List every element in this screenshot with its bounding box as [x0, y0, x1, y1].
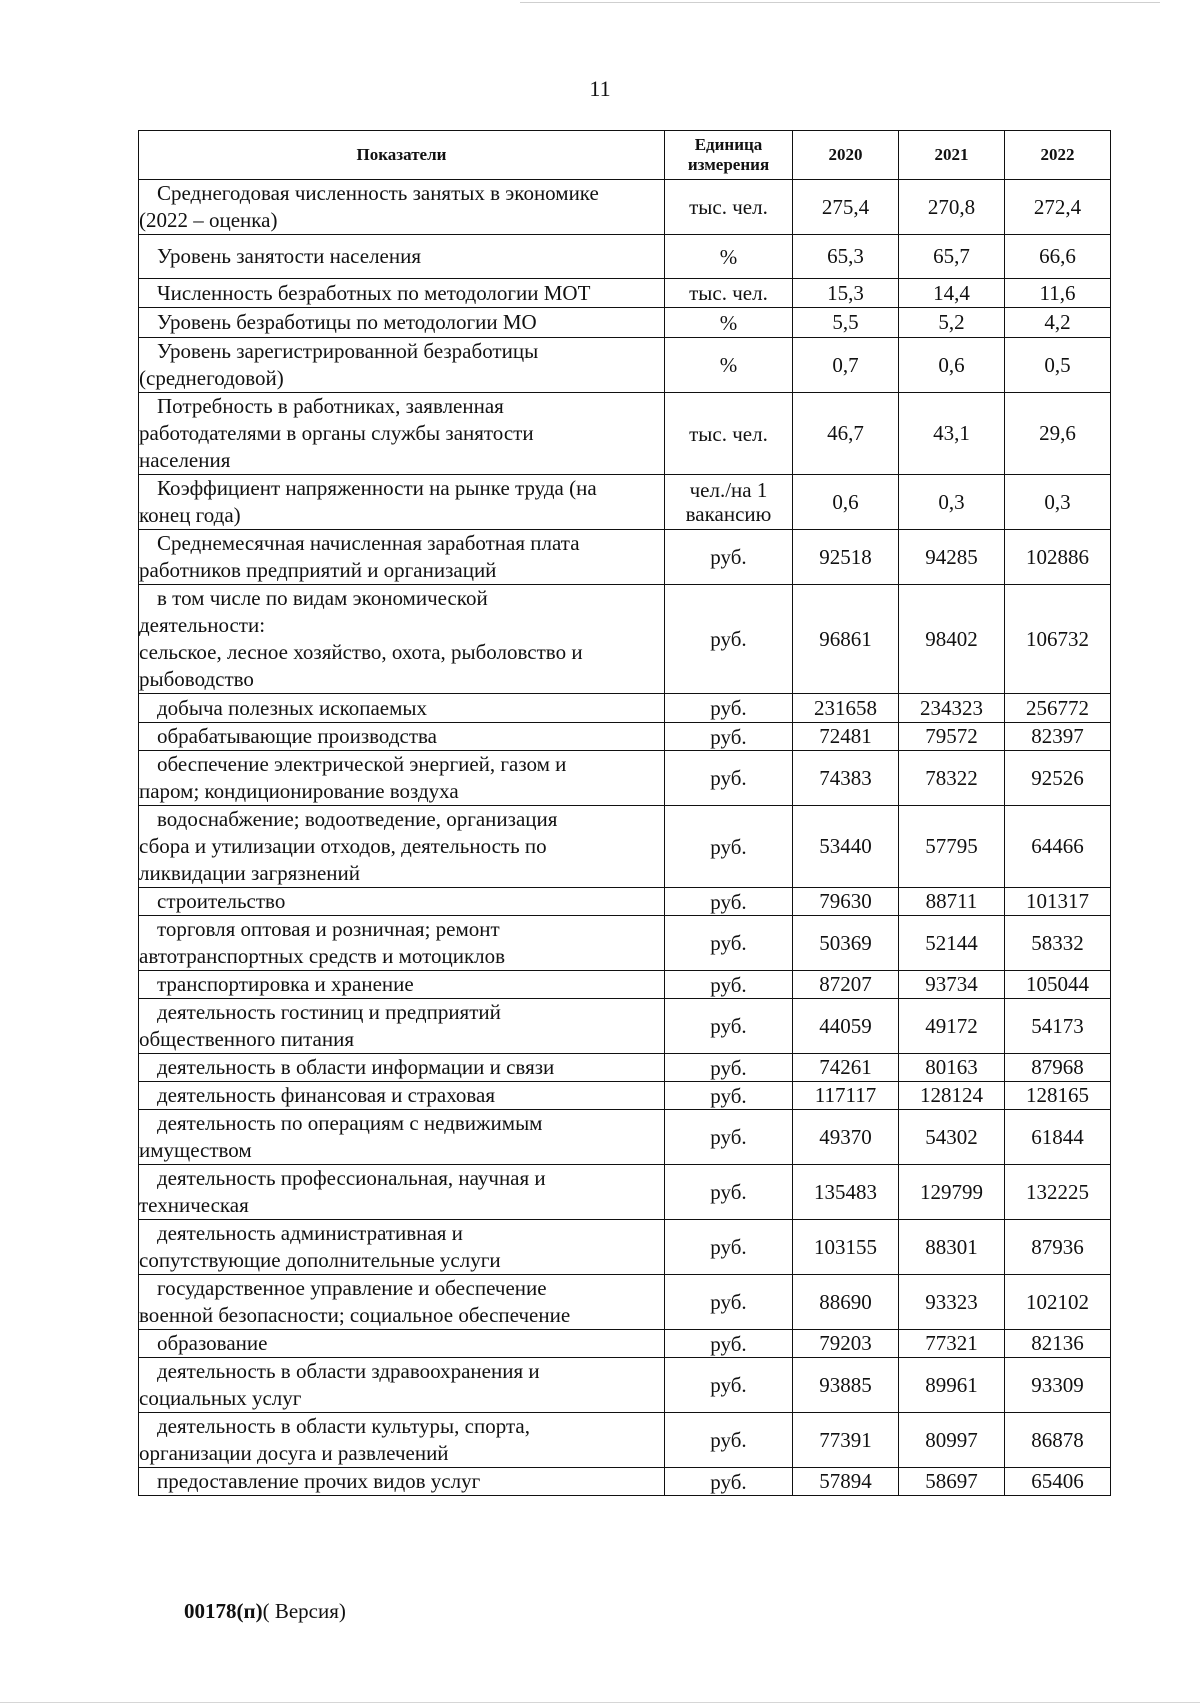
unit-line: тыс. чел. — [689, 421, 768, 446]
row-indicator — [139, 308, 665, 338]
row-indicator — [139, 235, 665, 279]
table-body — [139, 180, 1111, 1496]
value-2021: 49172 — [899, 999, 1005, 1054]
table-row — [139, 1110, 1111, 1165]
value-2022: 87968 — [1005, 1054, 1111, 1082]
table-row — [139, 971, 1111, 999]
indicator-line: организации досуга и развлечений — [139, 1441, 449, 1465]
value-2021: 80163 — [899, 1054, 1005, 1082]
row-unit — [665, 888, 793, 916]
document-id: 00178(п) — [184, 1599, 263, 1623]
row-indicator — [139, 1468, 665, 1496]
row-indicator — [139, 999, 665, 1054]
row-indicator — [139, 1413, 665, 1468]
unit-line: руб. — [710, 1180, 747, 1204]
value-2021: 98402 — [899, 585, 1005, 694]
indicator-line: деятельность гостиниц и предприятий — [157, 1000, 501, 1024]
value-2020: 231658 — [793, 694, 899, 723]
value-2020: 0,6 — [793, 475, 899, 530]
value-2022: 87936 — [1005, 1220, 1111, 1275]
unit-line: руб. — [710, 1055, 747, 1080]
table-row — [139, 235, 1111, 279]
table-header-row — [139, 131, 1111, 180]
unit-line: % — [719, 353, 738, 377]
indicator-line: сопутствующие дополнительные услуги — [139, 1248, 501, 1272]
scan-edge-bottom — [0, 1702, 1200, 1703]
document-footer — [184, 1599, 346, 1624]
indicator-line: Уровень безработицы по методологии МО — [157, 310, 537, 334]
unit-line: вакансию — [685, 502, 772, 526]
row-unit — [665, 1110, 793, 1165]
table-row — [139, 888, 1111, 916]
value-2021: 43,1 — [899, 393, 1005, 475]
indicator-line: населения — [139, 448, 231, 472]
indicator-line: социальных услуг — [139, 1386, 302, 1410]
value-2020: 79630 — [793, 888, 899, 916]
value-2020: 77391 — [793, 1413, 899, 1468]
unit-line: руб. — [710, 931, 747, 955]
indicator-line: военной безопасности; социальное обеспечение — [139, 1303, 571, 1327]
row-unit — [665, 999, 793, 1054]
value-2022: 256772 — [1005, 694, 1111, 723]
unit-line: руб. — [710, 1235, 747, 1259]
indicator-line: автотранспортных средств и мотоциклов — [139, 944, 506, 968]
row-unit — [665, 1220, 793, 1275]
value-2020: 15,3 — [793, 279, 899, 308]
row-indicator — [139, 751, 665, 806]
value-2020: 87207 — [793, 971, 899, 999]
row-unit — [665, 475, 793, 530]
value-2021: 52144 — [899, 916, 1005, 971]
unit-line: руб. — [710, 1469, 747, 1494]
value-2022: 58332 — [1005, 916, 1111, 971]
value-2022: 65406 — [1005, 1468, 1111, 1496]
unit-line: руб. — [710, 1428, 747, 1452]
value-2022: 102102 — [1005, 1275, 1111, 1330]
value-2022: 64466 — [1005, 806, 1111, 888]
indicator-line: транспортировка и хранение — [157, 972, 414, 996]
indicator-line: деятельность в области информации и связи — [157, 1055, 555, 1079]
indicator-line: Численность безработных по методологии МОТ — [157, 280, 591, 305]
value-2022: 82397 — [1005, 723, 1111, 751]
header-2022: 2022 — [1005, 131, 1111, 180]
table-row — [139, 1275, 1111, 1330]
indicator-line: рыбоводство — [139, 667, 254, 691]
table-row — [139, 279, 1111, 308]
unit-line: руб. — [710, 1014, 747, 1038]
value-2021: 89961 — [899, 1358, 1005, 1413]
table-row — [139, 1413, 1111, 1468]
unit-line: руб. — [710, 696, 747, 720]
row-indicator — [139, 1054, 665, 1082]
indicator-line: (среднегодовой) — [139, 366, 284, 390]
value-2022: 102886 — [1005, 530, 1111, 585]
row-unit — [665, 1413, 793, 1468]
row-unit — [665, 338, 793, 393]
indicator-line: деятельности: — [139, 613, 266, 637]
row-indicator — [139, 530, 665, 585]
indicator-line: деятельность по операциям с недвижимым — [157, 1111, 543, 1135]
value-2020: 79203 — [793, 1330, 899, 1358]
table-row — [139, 1054, 1111, 1082]
indicator-line: деятельность административная и — [157, 1221, 463, 1245]
row-unit — [665, 279, 793, 308]
indicator-line: обеспечение электрической энергией, газом и — [157, 752, 567, 776]
value-2022: 0,5 — [1005, 338, 1111, 393]
page-number: 11 — [589, 76, 611, 101]
table-row — [139, 308, 1111, 338]
document-version: ( Версия) — [262, 1599, 346, 1623]
table-row — [139, 180, 1111, 235]
value-2022: 128165 — [1005, 1082, 1111, 1110]
value-2020: 93885 — [793, 1358, 899, 1413]
indicator-line: Среднегодовая численность занятых в экономике — [157, 181, 599, 205]
indicator-line: в том числе по видам экономической — [157, 586, 488, 610]
value-2021: 128124 — [899, 1082, 1005, 1110]
indicator-line: государственное управление и обеспечение — [157, 1276, 547, 1300]
header-unit-line1: Единица — [694, 135, 763, 154]
indicator-line: деятельность финансовая и страховая — [157, 1083, 496, 1107]
row-indicator — [139, 1165, 665, 1220]
unit-line: руб. — [710, 1125, 747, 1149]
indicator-line: паром; кондиционирование воздуха — [139, 779, 459, 803]
row-indicator — [139, 1358, 665, 1413]
row-unit — [665, 393, 793, 475]
indicator-line: конец года) — [139, 503, 241, 527]
row-indicator — [139, 1220, 665, 1275]
table-row — [139, 1082, 1111, 1110]
unit-line: руб. — [710, 889, 747, 914]
value-2020: 135483 — [793, 1165, 899, 1220]
indicators-table — [138, 130, 1111, 1496]
row-indicator — [139, 971, 665, 999]
value-2021: 57795 — [899, 806, 1005, 888]
indicator-line: деятельность в области здравоохранения и — [157, 1359, 540, 1383]
value-2022: 4,2 — [1005, 308, 1111, 338]
row-unit — [665, 235, 793, 279]
value-2020: 117117 — [793, 1082, 899, 1110]
table-row — [139, 393, 1111, 475]
value-2022: 82136 — [1005, 1330, 1111, 1358]
value-2022: 11,6 — [1005, 279, 1111, 308]
value-2021: 0,6 — [899, 338, 1005, 393]
value-2022: 101317 — [1005, 888, 1111, 916]
value-2020: 74261 — [793, 1054, 899, 1082]
unit-line: тыс. чел. — [689, 281, 768, 305]
unit-line: тыс. чел. — [689, 195, 768, 219]
table-row — [139, 1165, 1111, 1220]
row-indicator — [139, 338, 665, 393]
row-unit — [665, 308, 793, 338]
value-2021: 78322 — [899, 751, 1005, 806]
table-row — [139, 1468, 1111, 1496]
value-2020: 44059 — [793, 999, 899, 1054]
value-2022: 93309 — [1005, 1358, 1111, 1413]
value-2021: 65,7 — [899, 235, 1005, 279]
row-unit — [665, 530, 793, 585]
value-2022: 29,6 — [1005, 393, 1111, 475]
row-indicator — [139, 180, 665, 235]
indicator-line: водоснабжение; водоотведение, организация — [157, 807, 558, 831]
unit-line: руб. — [710, 1373, 747, 1397]
row-indicator — [139, 694, 665, 723]
row-indicator — [139, 1330, 665, 1358]
value-2021: 270,8 — [899, 180, 1005, 235]
row-indicator — [139, 475, 665, 530]
indicator-line: предоставление прочих видов услуг — [157, 1469, 481, 1493]
unit-line: руб. — [710, 627, 747, 651]
indicator-line: добыча полезных ископаемых — [157, 695, 427, 720]
row-indicator — [139, 393, 665, 475]
value-2022: 61844 — [1005, 1110, 1111, 1165]
indicator-line: Коэффициент напряженности на рынке труда (на — [157, 476, 597, 500]
indicator-line: образование — [157, 1331, 268, 1355]
indicator-line: сельское, лесное хозяйство, охота, рыболовство и — [139, 640, 583, 664]
value-2020: 92518 — [793, 530, 899, 585]
value-2021: 54302 — [899, 1110, 1005, 1165]
row-unit — [665, 971, 793, 999]
indicator-line: обрабатывающие производства — [157, 724, 437, 748]
value-2020: 46,7 — [793, 393, 899, 475]
value-2020: 5,5 — [793, 308, 899, 338]
row-unit — [665, 585, 793, 694]
row-indicator — [139, 916, 665, 971]
indicator-line: техническая — [139, 1193, 249, 1217]
row-indicator — [139, 279, 665, 308]
unit-line: руб. — [710, 724, 747, 749]
indicator-line: (2022 – оценка) — [139, 208, 278, 232]
row-indicator — [139, 806, 665, 888]
value-2020: 88690 — [793, 1275, 899, 1330]
unit-line: % — [719, 244, 738, 269]
scan-edge-top — [520, 2, 1160, 3]
row-unit — [665, 1275, 793, 1330]
table-row — [139, 1330, 1111, 1358]
value-2021: 5,2 — [899, 308, 1005, 338]
unit-line: руб. — [710, 766, 747, 790]
value-2021: 93323 — [899, 1275, 1005, 1330]
value-2022: 0,3 — [1005, 475, 1111, 530]
unit-line: чел./на 1 — [689, 478, 768, 502]
value-2021: 79572 — [899, 723, 1005, 751]
value-2020: 96861 — [793, 585, 899, 694]
indicator-line: общественного питания — [139, 1027, 354, 1051]
row-unit — [665, 1165, 793, 1220]
value-2021: 88301 — [899, 1220, 1005, 1275]
row-unit — [665, 1330, 793, 1358]
table-row — [139, 475, 1111, 530]
value-2021: 94285 — [899, 530, 1005, 585]
indicator-line: Среднемесячная начисленная заработная плата — [157, 531, 580, 555]
row-unit — [665, 694, 793, 723]
table-row — [139, 1358, 1111, 1413]
table-row — [139, 1220, 1111, 1275]
value-2022: 92526 — [1005, 751, 1111, 806]
value-2020: 72481 — [793, 723, 899, 751]
value-2020: 103155 — [793, 1220, 899, 1275]
value-2022: 272,4 — [1005, 180, 1111, 235]
row-indicator — [139, 1110, 665, 1165]
indicator-line: работодателями в органы службы занятости — [139, 421, 534, 445]
value-2020: 275,4 — [793, 180, 899, 235]
table-row — [139, 694, 1111, 723]
value-2021: 77321 — [899, 1330, 1005, 1358]
row-unit — [665, 916, 793, 971]
value-2020: 49370 — [793, 1110, 899, 1165]
unit-line: руб. — [710, 1331, 747, 1356]
value-2022: 54173 — [1005, 999, 1111, 1054]
row-indicator — [139, 888, 665, 916]
value-2021: 93734 — [899, 971, 1005, 999]
indicator-line: работников предприятий и организаций — [139, 558, 497, 582]
value-2020: 0,7 — [793, 338, 899, 393]
row-unit — [665, 1082, 793, 1110]
unit-line: руб. — [710, 972, 747, 997]
value-2021: 14,4 — [899, 279, 1005, 308]
indicator-line: имуществом — [139, 1138, 252, 1162]
unit-line: руб. — [710, 1083, 747, 1108]
value-2021: 58697 — [899, 1468, 1005, 1496]
value-2020: 53440 — [793, 806, 899, 888]
header-2020: 2020 — [793, 131, 899, 180]
row-unit — [665, 1468, 793, 1496]
row-unit — [665, 180, 793, 235]
table-row — [139, 999, 1111, 1054]
indicator-line: торговля оптовая и розничная; ремонт — [157, 917, 500, 941]
indicator-line: Уровень занятости населения — [157, 244, 422, 268]
value-2022: 132225 — [1005, 1165, 1111, 1220]
table-row — [139, 916, 1111, 971]
value-2022: 106732 — [1005, 585, 1111, 694]
header-unit-line2: измерения — [687, 155, 770, 174]
indicator-line: ликвидации загрязнений — [139, 861, 361, 885]
value-2022: 86878 — [1005, 1413, 1111, 1468]
value-2020: 57894 — [793, 1468, 899, 1496]
table-row — [139, 530, 1111, 585]
table-row — [139, 723, 1111, 751]
row-indicator — [139, 1275, 665, 1330]
row-indicator — [139, 585, 665, 694]
indicator-line: деятельность в области культуры, спорта, — [157, 1414, 530, 1438]
value-2021: 88711 — [899, 888, 1005, 916]
header-unit — [665, 131, 793, 180]
row-unit — [665, 806, 793, 888]
row-indicator — [139, 723, 665, 751]
value-2020: 50369 — [793, 916, 899, 971]
value-2021: 129799 — [899, 1165, 1005, 1220]
row-unit — [665, 1358, 793, 1413]
table-row — [139, 585, 1111, 694]
unit-line: руб. — [710, 545, 747, 569]
row-unit — [665, 1054, 793, 1082]
value-2022: 105044 — [1005, 971, 1111, 999]
indicator-line: деятельность профессиональная, научная и — [157, 1166, 546, 1190]
indicator-line: Потребность в работниках, заявленная — [157, 394, 504, 418]
header-indicator: Показатели — [139, 131, 665, 180]
value-2020: 65,3 — [793, 235, 899, 279]
unit-line: % — [719, 310, 738, 335]
value-2021: 0,3 — [899, 475, 1005, 530]
indicator-line: сбора и утилизации отходов, деятельность по — [139, 834, 547, 858]
value-2021: 80997 — [899, 1413, 1005, 1468]
value-2022: 66,6 — [1005, 235, 1111, 279]
unit-line: руб. — [710, 834, 747, 859]
unit-line: руб. — [710, 1290, 747, 1314]
row-unit — [665, 723, 793, 751]
indicator-line: Уровень зарегистрированной безработицы — [157, 339, 539, 363]
table-row — [139, 806, 1111, 888]
table-row — [139, 751, 1111, 806]
row-unit — [665, 751, 793, 806]
row-indicator — [139, 1082, 665, 1110]
indicator-line: строительство — [157, 889, 286, 913]
value-2020: 74383 — [793, 751, 899, 806]
table-row — [139, 338, 1111, 393]
value-2021: 234323 — [899, 694, 1005, 723]
header-2021: 2021 — [899, 131, 1005, 180]
